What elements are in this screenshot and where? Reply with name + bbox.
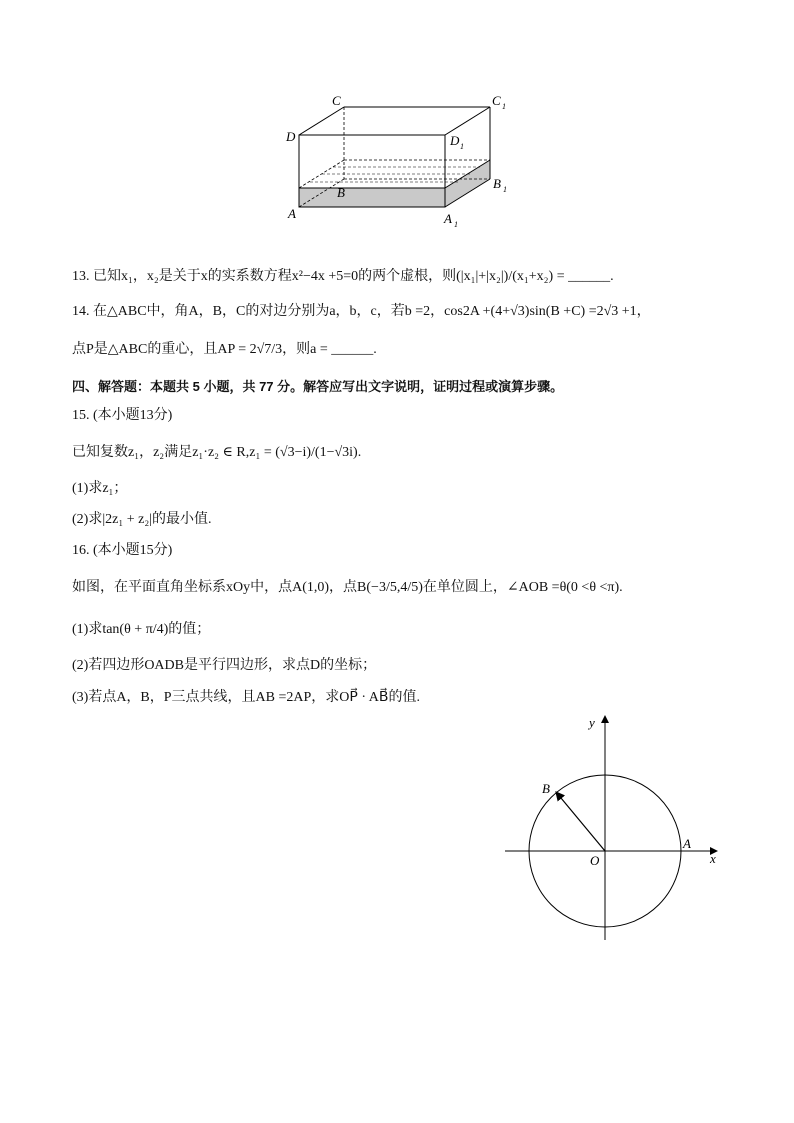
label-B1: B (493, 176, 501, 191)
label-C1-sub: 1 (502, 102, 506, 111)
label-B1-sub: 1 (503, 185, 507, 194)
question-16-part2: (2)若四边形OADB是平行四边形，求点D的坐标； (72, 658, 377, 673)
label-A: A (683, 836, 691, 851)
label-A1: A (444, 211, 452, 226)
label-D1-sub: 1 (460, 142, 464, 151)
vector-OB (556, 792, 605, 851)
question-16-stem: 如图，在平面直角坐标系xOy中，点A(1,0)，点B(−3/5,4/5)在单位圆上，∠AOB =θ(0 <θ <π). (72, 580, 623, 595)
label-B: B (542, 781, 550, 796)
cuboid-figure (280, 90, 520, 235)
question-15-part2: (2)求|2z₁ + z₂|的最小值. (72, 512, 212, 527)
label-y: y (589, 715, 595, 730)
label-C: C (332, 93, 341, 108)
question-15-part1: (1)求z₁； (72, 481, 128, 496)
label-A1-sub: 1 (454, 220, 458, 229)
question-16-part3: (3)若点A，B，P三点共线，且AB =2AP，求OP⃗ · AB⃗的值. (72, 690, 420, 705)
label-C1: C (492, 93, 501, 108)
question-14-line2: 点P是△ABC的重心，且AP = 2√7/3，则a = ______. (72, 342, 377, 357)
label-O: O (590, 853, 600, 868)
liquid-front-face (299, 188, 445, 207)
question-15-stem: 已知复数z₁，z₂满足z₁·z₂ ∈ R,z₁ = (√3−i)/(1−√3i). (72, 445, 362, 460)
label-D: D (286, 129, 296, 144)
question-13: 13. 已知x₁，x₂是关于x的实系数方程x²−4x +5=0的两个虚根，则(|x₁|+|x₂|)/(x₁+x₂) = ______. (72, 269, 614, 284)
label-B: B (337, 185, 345, 200)
question-15-title: 15. (本小题13分) (72, 408, 173, 423)
label-x: x (710, 851, 716, 866)
question-16-part1: (1)求tan(θ + π/4)的值； (72, 622, 211, 637)
question-14-line1: 14. 在△ABC中，角A，B，C的对边分别为a，b，c，若b =2，cos2A +(4+√3)sin(B +C) =2√3 +1， (72, 304, 651, 319)
question-16-title: 16. (本小题15分) (72, 543, 173, 558)
label-D1: D (450, 133, 460, 148)
unit-circle-figure (495, 708, 730, 948)
label-A: A (288, 206, 296, 221)
section-4-heading: 四、解答题：本题共 5 小题，共 77 分。解答应写出文字说明，证明过程或演算步骤。 (72, 379, 564, 394)
